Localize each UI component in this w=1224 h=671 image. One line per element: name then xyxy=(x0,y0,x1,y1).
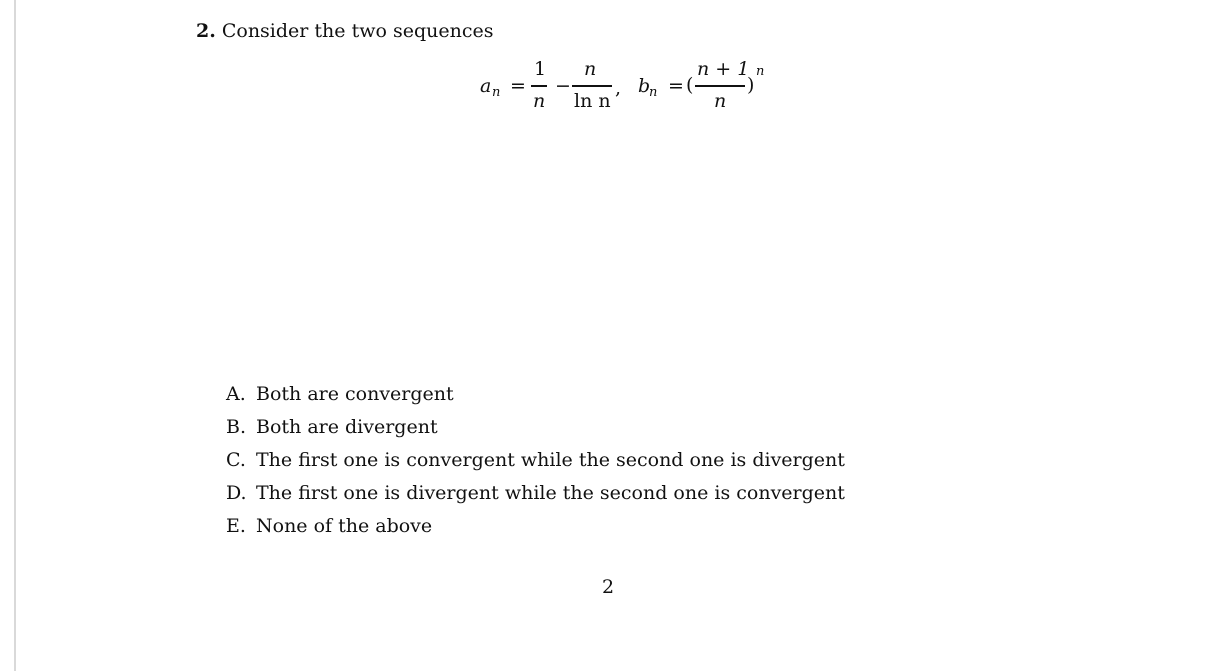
frac1-bar xyxy=(531,85,547,87)
sequence-formula xyxy=(478,54,788,116)
choice-letter: D. xyxy=(226,482,247,504)
problem-number: 2. xyxy=(196,20,216,42)
problem-text: Consider the two sequences xyxy=(221,20,494,42)
close-paren: ) xyxy=(747,74,755,96)
choice-text: None of the above xyxy=(256,515,433,537)
choice-c[interactable] xyxy=(226,444,845,477)
choice-text: Both are divergent xyxy=(256,416,438,438)
frac2-denominator: ln n xyxy=(574,90,611,112)
frac1-numerator: 1 xyxy=(534,58,547,80)
answer-choices xyxy=(226,378,845,543)
choice-letter: A. xyxy=(226,383,246,405)
page-number: 2 xyxy=(602,576,615,598)
frac2-bar xyxy=(572,85,612,87)
choice-text: The first one is convergent while the second one is divergent xyxy=(256,449,845,471)
choice-letter: E. xyxy=(226,515,246,537)
open-paren: ( xyxy=(686,74,694,96)
choice-e[interactable] xyxy=(226,510,845,543)
frac3-numerator: n + 1 xyxy=(697,58,750,80)
choice-text: Both are convergent xyxy=(256,383,454,405)
choice-a[interactable] xyxy=(226,378,845,411)
frac3-denominator: n xyxy=(714,90,727,112)
page-left-border xyxy=(14,0,16,671)
choice-b[interactable] xyxy=(226,411,845,444)
choice-d[interactable] xyxy=(226,477,845,510)
frac1-denominator: n xyxy=(533,90,546,112)
exponent: n xyxy=(756,64,765,79)
choice-text: The first one is divergent while the second one is convergent xyxy=(256,482,845,504)
a-subscript: n xyxy=(492,85,501,100)
a-equals: = xyxy=(510,75,526,97)
minus-sign: − xyxy=(555,75,571,97)
b-equals: = xyxy=(668,75,684,97)
b-subscript: n xyxy=(649,85,658,100)
choice-letter: B. xyxy=(226,416,247,438)
frac3-bar xyxy=(695,85,745,87)
b-symbol: b xyxy=(638,75,651,97)
formula-comma: , xyxy=(615,77,622,99)
problem-statement xyxy=(196,18,493,44)
frac2-numerator: n xyxy=(584,58,597,80)
a-symbol: a xyxy=(480,75,492,97)
choice-letter: C. xyxy=(226,449,246,471)
